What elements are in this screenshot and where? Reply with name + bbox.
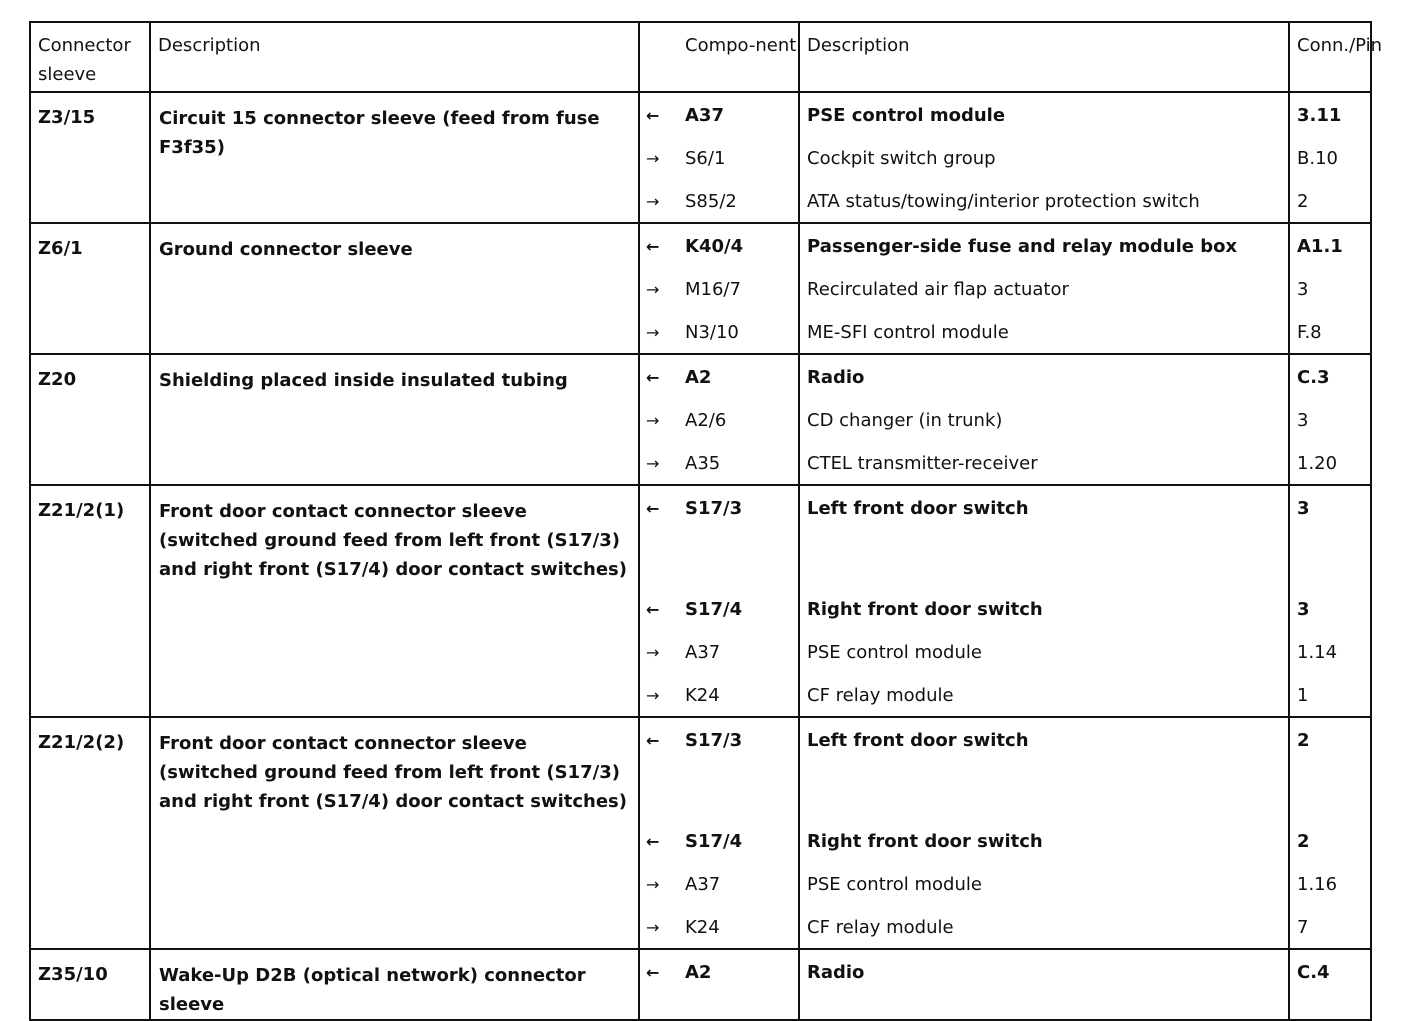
conn-pin-cell: [1289, 223, 1371, 354]
component-description: Radio: [807, 367, 865, 388]
arrow-right-icon: →: [646, 643, 660, 662]
component-description-cell: [799, 354, 1289, 485]
component-description-cell: [799, 485, 1289, 717]
component-cell: [639, 92, 799, 223]
component-description: PSE control module: [807, 642, 982, 663]
conn-pin-value: 1.16: [1297, 874, 1338, 895]
conn-pin-value: A1.1: [1297, 236, 1343, 257]
arrow-right-icon: →: [646, 454, 660, 473]
arrow-right-icon: →: [646, 918, 660, 937]
component-code: A2: [685, 962, 712, 983]
conn-pin-value: C.4: [1297, 962, 1330, 983]
header-description: Description: [150, 22, 639, 92]
conn-pin-value: 3: [1297, 599, 1310, 620]
component-entry: [640, 862, 798, 905]
connector-sleeve-id: Z21/2(1): [30, 485, 150, 717]
component-description-cell: [799, 223, 1289, 354]
component-code: A37: [685, 105, 724, 126]
component-description: ATA status/towing/interior protection switch: [807, 191, 1200, 212]
component-description: Passenger-side fuse and relay module box: [807, 236, 1238, 257]
arrow-left-icon: ←: [646, 600, 660, 619]
arrow-right-icon: →: [646, 149, 660, 168]
conn-pin-cell: [1289, 485, 1371, 717]
conn-pin-value: B.10: [1297, 148, 1338, 169]
component-cell: [639, 485, 799, 717]
component-entry: [640, 179, 798, 222]
component-entry: [640, 93, 798, 136]
conn-pin-value: 3.11: [1297, 105, 1342, 126]
conn-pin-value: 3: [1297, 498, 1310, 519]
component-description: PSE control module: [807, 874, 982, 895]
header-component: Compo-nent: [639, 22, 799, 92]
conn-pin-value: 1.14: [1297, 642, 1338, 663]
arrow-left-icon: ←: [646, 499, 660, 518]
sleeve-description: Shielding placed inside insulated tubing: [150, 354, 639, 485]
component-cell: [639, 354, 799, 485]
conn-pin-value: C.3: [1297, 367, 1330, 388]
table-row: [30, 354, 1371, 485]
component-entry: [640, 718, 798, 819]
component-description: Left front door switch: [807, 730, 1029, 751]
component-code: M16/7: [685, 279, 741, 300]
conn-pin-value: 7: [1297, 917, 1309, 938]
arrow-left-icon: ←: [646, 963, 660, 982]
component-description: ME-SFI control module: [807, 322, 1009, 343]
table-row: [30, 949, 1371, 1020]
sleeve-description: Circuit 15 connector sleeve (feed from fuse F3f35): [150, 92, 639, 223]
table-body: [30, 92, 1371, 1020]
component-description: Right front door switch: [807, 599, 1043, 620]
arrow-right-icon: →: [646, 280, 660, 299]
table-row: [30, 717, 1371, 949]
header-conn-pin: Conn./Pin: [1289, 22, 1371, 92]
component-cell: [639, 949, 799, 1020]
arrow-right-icon: →: [646, 411, 660, 430]
component-code: A37: [685, 874, 721, 895]
table-row: [30, 223, 1371, 354]
component-code: S17/3: [685, 498, 743, 519]
component-entry: [640, 136, 798, 179]
arrow-left-icon: ←: [646, 237, 660, 256]
conn-pin-value: 1.20: [1297, 453, 1338, 474]
sleeve-description: Ground connector sleeve: [150, 223, 639, 354]
component-description: CD changer (in trunk): [807, 410, 1003, 431]
conn-pin-value: 3: [1297, 279, 1309, 300]
component-code: K24: [685, 917, 720, 938]
component-description: Right front door switch: [807, 831, 1043, 852]
component-code: S6/1: [685, 148, 726, 169]
component-entry: [640, 398, 798, 441]
component-entry: [640, 819, 798, 862]
component-description: Radio: [807, 962, 865, 983]
component-description: Cockpit switch group: [807, 148, 996, 169]
arrow-left-icon: ←: [646, 832, 660, 851]
table-row: [30, 92, 1371, 223]
conn-pin-value: 2: [1297, 191, 1309, 212]
sleeve-description: Front door contact connector sleeve (switched ground feed from left front (S17/3) and right front (S17/4) door contact switches): [150, 485, 639, 717]
arrow-right-icon: →: [646, 192, 660, 211]
conn-pin-value: 3: [1297, 410, 1309, 431]
arrow-left-icon: ←: [646, 368, 660, 387]
conn-pin-value: 2: [1297, 730, 1310, 751]
component-description-cell: [799, 717, 1289, 949]
component-entry: [640, 355, 798, 398]
conn-pin-cell: [1289, 354, 1371, 485]
table-header-row: [30, 22, 1371, 92]
component-code: K40/4: [685, 236, 744, 257]
header-description-2: Description: [799, 22, 1289, 92]
conn-pin-value: 1: [1297, 685, 1309, 706]
header-connector-sleeve: Connector sleeve: [30, 22, 150, 92]
component-code: A35: [685, 453, 721, 474]
component-entry: [640, 630, 798, 673]
component-description-cell: [799, 92, 1289, 223]
component-entry: [640, 224, 798, 267]
component-entry: [640, 587, 798, 630]
conn-pin-cell: [1289, 949, 1371, 1020]
component-entry: [640, 441, 798, 484]
component-entry: [640, 310, 798, 353]
connector-sleeve-id: Z35/10: [30, 949, 150, 1020]
component-description: PSE control module: [807, 105, 1006, 126]
component-description-cell: [799, 949, 1289, 1020]
component-code: S17/3: [685, 730, 743, 751]
conn-pin-value: 2: [1297, 831, 1310, 852]
arrow-right-icon: →: [646, 323, 660, 342]
component-code: A2: [685, 367, 712, 388]
arrow-right-icon: →: [646, 686, 660, 705]
component-code: S17/4: [685, 831, 743, 852]
table-row: [30, 485, 1371, 717]
connector-sleeve-id: Z3/15: [30, 92, 150, 223]
component-cell: [639, 223, 799, 354]
conn-pin-cell: [1289, 92, 1371, 223]
component-description: CF relay module: [807, 917, 954, 938]
component-entry: [640, 267, 798, 310]
component-description: Left front door switch: [807, 498, 1029, 519]
connector-sleeve-id: Z6/1: [30, 223, 150, 354]
component-code: A37: [685, 642, 721, 663]
connector-sleeve-table: [29, 21, 1383, 1021]
component-description: CTEL transmitter-receiver: [807, 453, 1038, 474]
component-entry: [640, 486, 798, 587]
arrow-right-icon: →: [646, 875, 660, 894]
component-code: S17/4: [685, 599, 743, 620]
conn-pin-value: F.8: [1297, 322, 1322, 343]
arrow-left-icon: ←: [646, 731, 660, 750]
conn-pin-cell: [1289, 717, 1371, 949]
sleeve-description: Front door contact connector sleeve (switched ground feed from left front (S17/3) and right front (S17/4) door contact switches): [150, 717, 639, 949]
component-code: N3/10: [685, 322, 739, 343]
component-description: CF relay module: [807, 685, 954, 706]
component-entry: [640, 673, 798, 716]
component-code: K24: [685, 685, 720, 706]
component-entry: [640, 950, 798, 993]
component-entry: [640, 905, 798, 948]
arrow-left-icon: ←: [646, 106, 660, 125]
connector-sleeve-id: Z20: [30, 354, 150, 485]
connector-sleeve-id: Z21/2(2): [30, 717, 150, 949]
component-code: A2/6: [685, 410, 727, 431]
component-description: Recirculated air flap actuator: [807, 279, 1069, 300]
component-code: S85/2: [685, 191, 737, 212]
component-cell: [639, 717, 799, 949]
sleeve-description: Wake-Up D2B (optical network) connector sleeve: [150, 949, 639, 1020]
